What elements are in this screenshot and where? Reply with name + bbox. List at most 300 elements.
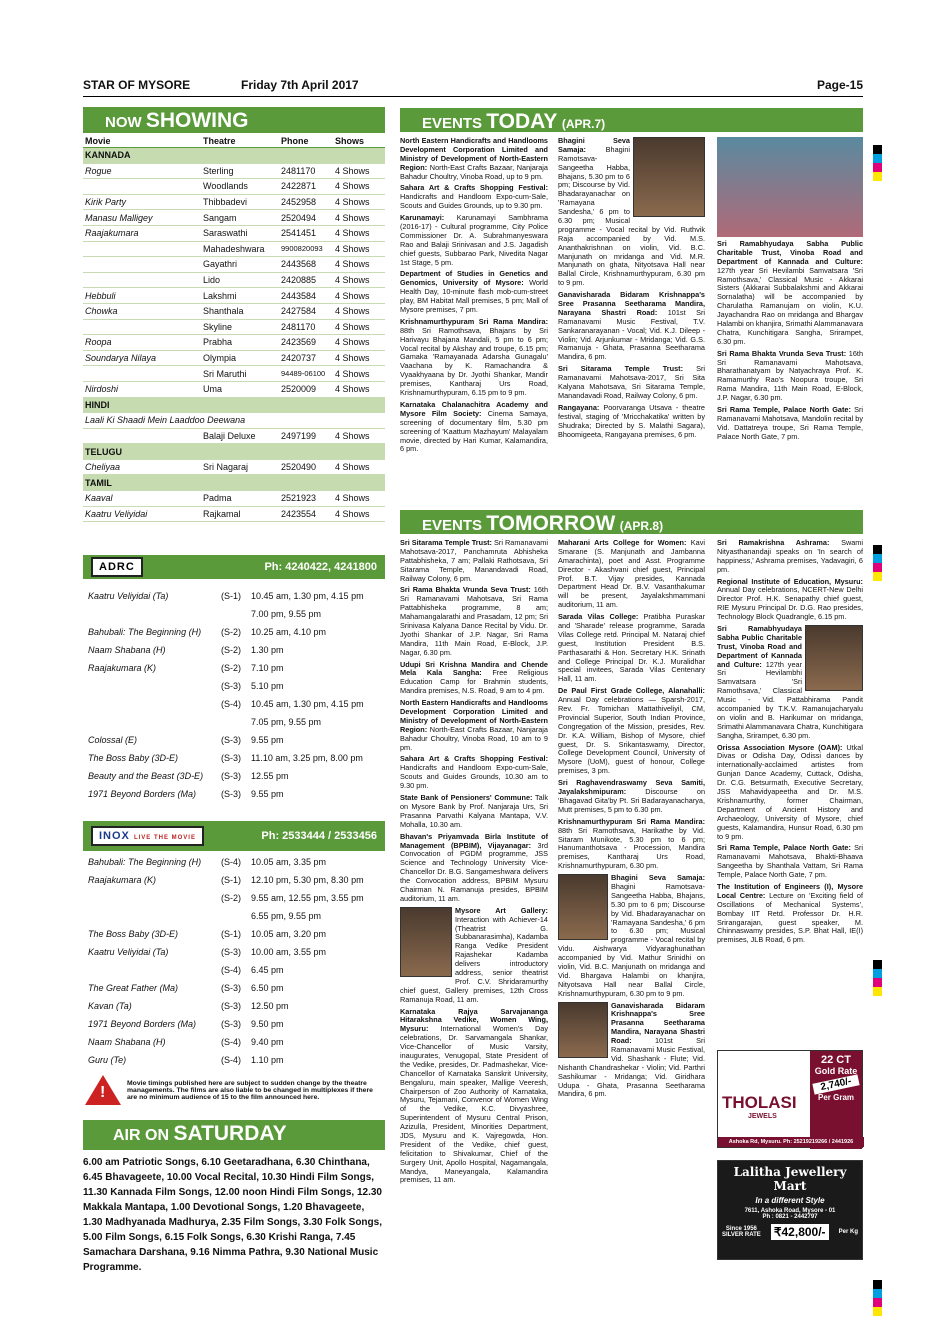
screen-number: (S-3) xyxy=(221,1019,241,1029)
event-organiser: Sahara Art & Crafts Shopping Festival: xyxy=(400,754,548,764)
movie-row xyxy=(83,429,385,445)
inox-bar xyxy=(83,821,385,851)
movie-row xyxy=(83,366,385,382)
screen-number: (S-2) xyxy=(221,663,241,673)
event-details: North-East Crafts Bazaar, Nanjaraja Bahadur Choultry, Vinoba Road, 10 am to 9 pm. xyxy=(400,724,548,752)
event-details: Sri Ramanavami Mahotsava, Mandolin recital by Vid. Dattatreya troupe, Sri Rama Temple, Palace North Gate, 7 pm. xyxy=(717,405,863,441)
event-details: North-East Crafts Bazaar, Nanjaraja Bahadur Choultry, Vinoba Road, up to 9 pm. xyxy=(400,162,548,181)
event-item xyxy=(400,184,548,211)
language-label: TAMIL xyxy=(85,477,112,488)
event-item xyxy=(558,613,705,684)
theatre-phone: 2497199 xyxy=(281,430,317,441)
event-details: Sri Ramanavami Mahotsava-2017, Panchamruta Abhisheka Pattabhisheka, 7 am; Pallaki Rathotsava, Sri Sitarama Temple, Manandavadi Road, Railway Colony, 6 pm. xyxy=(400,539,548,583)
screen-number: (S-3) xyxy=(221,735,241,745)
event-item xyxy=(717,744,863,842)
theatre-name: Balaji Deluxe xyxy=(203,430,256,441)
event-organiser: Sahara Art & Crafts Shopping Festival: xyxy=(400,183,548,193)
event-details: 3rd Convocation of PGDM programme, JSS Science and Technology University Vice-Chancellor Dr. B.G. Sangameshwara delivers the Convocation address, BPBIM Mysuru Chairman N. Ramanuja presides, BPBIM auditorium, 11 am. xyxy=(400,840,548,903)
event-details: International Women's Day celebrations, Dr. Sarvamangala Shankar, Vice-Chancellor of Music Varsity, inaugurates, Venugopal, State President of the Vedike, presides, Dr. Padmashekar, Vice-Chancellor of Karnataka Sanskrit University, Bengaluru, main speaker, Mallige Veeresh, Chairperson of Zoo Authority of Karnataka, Mysuru, Tejamani, Convenor of Women Wing of the Vedike, K.C. Divyashree, Superintendent of Mysuru Central Prison, Azizulla, President, Minorities Department, JDS, Mysuru and K. Vajregowda, Hon. President of the Vedike, chief guest, felicitation to Shivakumar, Chief of the Surgery Unit, Apollo Hospital, Nagamangala, Mandya, Maneyangala, Kalamandira premises, 11 am. xyxy=(400,1024,548,1185)
event-details: Swami Nityasthanandaji speaks on 'In search of happiness,' Ashrama premises, Yadavagiri, 6 pm. xyxy=(717,539,863,574)
movie-title: Chowka xyxy=(85,306,118,317)
event-details: 88th Sri Ramothsava, Harikathe by Vid. Sitaram Munikote, 5.30 pm to 6 pm; Hanumanthotsava - Procession, Mandira premises, Kantharaj Urs Road, Krishnamurthypuram, 6.30 pm. xyxy=(558,825,705,871)
events-today-col3 xyxy=(717,137,863,499)
theatre-name: Prabha xyxy=(203,337,233,348)
theatre-name: Lakshmi xyxy=(203,290,237,301)
show-count: 4 Shows xyxy=(335,197,370,208)
event-organiser: Rangayana: xyxy=(558,402,600,412)
warning-icon: ! xyxy=(85,1075,121,1105)
theatre-phone: 2427584 xyxy=(281,306,317,317)
event-item xyxy=(400,539,548,583)
event-organiser: Bhavan's Priyamvada Birla Institute of Management (BPBIM), Vijayanagar: xyxy=(400,831,548,850)
movie-title: Raajakumara xyxy=(85,228,139,239)
schedule-row xyxy=(83,731,385,749)
event-item xyxy=(558,539,705,610)
schedule-row xyxy=(83,943,385,961)
screen-number: (S-3) xyxy=(221,947,241,957)
movie-row xyxy=(83,304,385,320)
movie-row xyxy=(83,460,385,476)
show-times: 10.05 am, 3.20 pm xyxy=(251,929,327,939)
show-count: 4 Shows xyxy=(335,368,370,379)
issue-date: Friday 7th April 2017 xyxy=(241,78,359,92)
show-times: 7.10 pm xyxy=(251,663,284,673)
event-organiser: North Eastern Handicrafts and Handlooms Development Corporation Limited and Ministry of Development of North-Eastern Region: xyxy=(400,137,548,172)
inox-phone: Ph: 2533444 / 2533456 xyxy=(261,830,377,842)
theatre-name: Olympia xyxy=(203,353,237,364)
event-details: Annual Day celebrations, NCERT-New Delhi Director Prof. H.K. Senapathy chief guest, RIE Mysuru Principal Dr. D.G. Rao presides, Technology Block Quadrangle, 6.15 pm. xyxy=(717,585,863,622)
show-times: 11.10 am, 3.25 pm, 8.00 pm xyxy=(251,753,363,763)
event-details: 16th Sri Ramanavami Mahotsava, Sri Rama Pattabhisheka programme, 8 am; Mahamangalarathi and Prasadam, 12 pm; Sri Srinivasa Kalyana Dance Recital by Vidu. Dr. Jyothi Shankar of J.P. Nagar, Sri Rama Mandira, 11th Main Road, E-Block, J.P. Nagar, 6.30 pm. xyxy=(400,585,548,657)
show-times: 7.05 pm, 9.55 pm xyxy=(251,717,322,727)
event-details: Discourse on 'Bhagavad Gita'by Pt. Sri Badarayanacharya, Mutt premises, 5 pm to 6.30 pm. xyxy=(558,787,705,814)
inox-schedule xyxy=(83,853,385,1069)
event-organiser: Sri Sitarama Temple Trust: xyxy=(400,539,492,547)
event-item xyxy=(400,214,548,267)
event-organiser: Sri Rama Temple, Palace North Gate: xyxy=(717,405,851,415)
movie-row xyxy=(83,179,385,195)
tholasi-ad[interactable]: 22 CT Gold Rate 2,740/- Per Gram THOLASI JEWELS Ashoka Rd, Mysuru. Ph: 25219219266 / 2441926 xyxy=(717,1050,863,1148)
event-item xyxy=(400,401,548,454)
schedule-row xyxy=(83,605,385,623)
screen-number: (S-4) xyxy=(221,857,241,867)
show-count: 4 Shows xyxy=(335,275,370,286)
adrc-section xyxy=(83,549,385,803)
movie-row xyxy=(83,242,385,258)
event-organiser: Maharani Arts College for Women: xyxy=(558,539,687,547)
movie-title: Nirdoshi xyxy=(85,384,119,395)
event-details: 101st Sri Ramanavami Music Festival, T.V. Sankaranarayanan - Vocal; Vid. K.J. Dileep - Violin; Vid. Arjunkumar - Mridanga; Vid. G.S. Ramanuja - Ghata, Prasanna Seetharama Mandira, 6 pm. xyxy=(558,307,705,362)
adrc-schedule xyxy=(83,587,385,803)
movie-title: The Great Father (Ma) xyxy=(88,983,179,993)
now-showing-header: NOW SHOWING xyxy=(83,107,385,133)
event-details: Cinema Samaya, screening of documentary film, 5.30 pm screening of 'Kaattum Mazhayum' Malayalam movie, directed by Hari Kumar, Kalamandira, 6 pm. xyxy=(400,408,548,454)
event-organiser: De Paul First Grade College, Alanahalli: xyxy=(558,686,705,696)
language-label: HINDI xyxy=(85,399,110,410)
show-times: 10.05 am, 3.35 pm xyxy=(251,857,327,867)
event-details: 101st Sri Ramanavami Music Festival, Vid. Shashank - Flute; Vid. Nishanth Chandrashekar - Violin; Vid. Parthri Sashikumar - Mridanga; Vid. Giridhara Udupa - Ghata, Prasanna Seetharama Mandira, 6 pm. xyxy=(558,1036,705,1099)
event-organiser: Sri Ramabhyudaya Sabha Public Charitable Trust, Vinoba Road and Department of Kannada and Culture: xyxy=(717,624,802,669)
event-organiser: Sri Sitarama Temple Trust: xyxy=(558,364,684,374)
air-schedule: 6.00 am Patriotic Songs, 6.10 Geetaradhana, 6.30 Chinthana, 6.45 Bhavageete, 10.00 Vocal Recital, 10.30 Hindi Film Songs, 11.30 Kannada Film Songs, 12.00 noon Hindi Film Songs, 12.30 Makkala Mantapa, 1.00 Devotional Songs, 1.20 Bhavageete, 1.30 Madhyanada Madhurya, 2.35 Film Songs, 3.30 Folk Songs, 5.00 Film Songs, 6.15 Folk Songs, 6.30 Krishi Ranga, 7.45 Samachara Darshana, 9.16 Nimma Pathra, 9.30 National Music Programme. xyxy=(83,1157,382,1273)
movie-row xyxy=(83,195,385,211)
movie-row xyxy=(83,382,385,398)
theatre-name: Saraswathi xyxy=(203,228,248,239)
schedule-row xyxy=(83,997,385,1015)
language-heading xyxy=(83,148,385,164)
event-item xyxy=(558,818,705,871)
show-count: 4 Shows xyxy=(335,384,370,395)
event-details: Karunamayi Sambhrama (2016-17) - Cultural programme, City Police Commissioner Dr. A. Subrahmanyeswara Rao and Balaji Srinivasan and J.S. Jagadish chief guests, Subbarao Park, Nivedita Nagar 1st Stage, 5 pm. xyxy=(400,213,548,267)
theatre-phone: 94489-06100 xyxy=(281,369,326,379)
movie-row xyxy=(83,507,385,523)
schedule-row xyxy=(83,695,385,713)
screen-number: (S-2) xyxy=(221,627,241,637)
theatre-phone: 2422871 xyxy=(281,181,317,192)
event-item xyxy=(558,365,705,401)
show-times: 12.55 pm xyxy=(251,771,289,781)
screen-number: (S-4) xyxy=(221,965,241,975)
table-header: Movie Theatre Phone Shows xyxy=(83,135,385,148)
show-count: 4 Shows xyxy=(335,243,370,254)
theatre-phone: 2520490 xyxy=(281,462,317,473)
event-details: Handicrafts and Handloom Expo-cum-Sale, Scouts and Guides Grounds, 10.30 am to 9.30 pm. xyxy=(400,763,548,791)
event-item xyxy=(717,240,863,347)
event-details: Sri Ramanavami Mahotsava-2017, Sri Sita Kalyana Mahotsava, Sri Sitarama Temple, Manandavadi Road, Railway Colony, 6 pm. xyxy=(558,364,705,400)
event-organiser: Sri Raghavendraswamy Seva Samiti, Jayalakshmipuram: xyxy=(558,778,705,797)
show-count: 4 Shows xyxy=(335,508,370,519)
events-today-col2 xyxy=(558,137,705,499)
air-header: AIR ON SATURDAY xyxy=(83,1120,385,1150)
event-item xyxy=(400,137,548,181)
event-organiser: Department of Studies in Genetics and Genomics, University of Mysore: xyxy=(400,269,548,288)
event-item xyxy=(400,586,548,657)
event-details: Kavi Smarane (S. Manjunath and Jambanna Amarachinta), poet and Asst. Programme Director - Akashvani chief guest, Principal Prof. B.T. Vijay presides, Kannada Department Head Dr. B.V. Vasanthakumar will be present, Jayalakshmammani auditorium, 11 am. xyxy=(558,539,705,610)
theatre-phone: 9900820093 xyxy=(281,244,323,254)
event-organiser: State Bank of Pensioners' Commune: xyxy=(400,793,533,803)
movie-title: Bahubali: The Beginning (H) xyxy=(88,627,202,637)
movie-row xyxy=(83,413,385,429)
event-details: Sri Ramanavami Mahotsava, Bhakti-Bhaava Sangeetha by Shanthala Vattam, Sri Rama Temple, Palace North Gate, 7 pm. xyxy=(717,843,863,880)
show-times: 9.55 pm xyxy=(251,789,284,799)
screen-number: (S-2) xyxy=(221,645,241,655)
page-number: Page-15 xyxy=(816,78,863,92)
show-times: 12.50 pm xyxy=(251,1001,289,1011)
event-details: 127th year Sri Hevilambi Samvatsara 'Sri Ramothsava,' Classical Music - Akkarai Sisters (Akkarai Subbalakshmi and Akkarai Sornalatha) will be accompanied by Charulatha Ramanujam on violin, K.U. Jayachandra Rao on mridanga and Bhargav Halambi on khanjira, Srimathi Alammanavara Chatra, Kunchitigara Sangha, Srirampet, 6.30 pm. xyxy=(717,265,863,346)
screen-number: (S-3) xyxy=(221,771,241,781)
event-item xyxy=(400,755,548,791)
event-details: 127th year Sri Hevilambhi Samvatsara 'Sri Ramothsava,' Classical Music - Vid. Pattabhirama Pandit accompanied by T.K.V. Ramanujacharyalu on violin and B. Harikumar on mridanga, Srimathi Alammanavara Chatra, Kunchitigara Sangha, Srirampet, 6.30 pm. xyxy=(717,659,863,740)
event-details: 88th Sri Ramothsava, Bhajans by Sri Harivayu Bhajana Mandali, 5 pm to 6 pm; Vocal recital by Akshay and troupe, 6.15 pm; Gamaka 'Ramayanada Adarsha Gunagalu' Vaachana by K. Ramachandra & Vyaakhyaana by Dr. Jyothi Shankar, Mandir premises, Kantharaj Urs Road, Krishnamurthypuram, 6.15 pm to 9 pm. xyxy=(400,325,548,398)
show-times: 9.50 pm xyxy=(251,1019,284,1029)
show-count: 4 Shows xyxy=(335,353,370,364)
event-organiser: Sri Ramabhyudaya Sabha Public Charitable Trust, Vinoba Road and Department of Kannada and Culture: xyxy=(717,239,863,266)
show-count: 4 Shows xyxy=(335,228,370,239)
registration-marks xyxy=(873,960,882,996)
tholasi-name: THOLASI xyxy=(722,1093,797,1112)
schedule-row xyxy=(83,871,385,889)
event-item xyxy=(717,406,863,442)
event-item xyxy=(717,844,863,880)
event-organiser: Udupi Sri Krishna Mandira and Chende Mela Kala Sangha: xyxy=(400,659,548,678)
show-times: 9.40 pm xyxy=(251,1037,284,1047)
adrc-logo: ADRC xyxy=(91,557,143,577)
events-tomorrow-col2 xyxy=(558,539,705,1261)
screen-number: (S-3) xyxy=(221,753,241,763)
event-details: 16th Sri Ramanavami Mahotsava, Bharathanatyam by Natyachraya Prof. K. Ramamurthy Rao's Noopura troupe, Sri Rama Mandira, 11th Main Road, E-Block, J.P. Nagar, 6.30 pm. xyxy=(717,348,863,403)
movie-title: Naam Shabana (H) xyxy=(88,645,166,655)
theatre-name: Thibbadevi xyxy=(203,197,248,208)
event-organiser: Orissa Association Mysore (OAM): xyxy=(717,742,843,752)
event-details: Poorvaranga Utsava - theatre festival, staging of 'Mricchakatika' written by Shudraka; Directed by S. Malathi Sagara), Bhoomigeeta, Rangayana premises, 6 pm. xyxy=(558,402,705,439)
movie-title: Kirik Party xyxy=(85,197,127,208)
schedule-row xyxy=(83,961,385,979)
lalitha-ad[interactable]: Lalitha Jewellery Mart In a different Style 7611, Ashoka Road, Mysore - 01 Ph : 0821 - 2442797 Since 1956 SILVER RATE ₹42,800/- Per Kg xyxy=(717,1160,863,1260)
event-details: Bhagini Ramotsava-Sangeetha Habba, Bhajans, 5.30 pm to 6 pm; Discourse by Vid. Bhadarayanachar on 'Ramayana Sandesha,' 6 pm to 6.30 pm; Musical programme - Vocal recital by Vidu. Aishwarya Vidyaraghunathan accompanied by Vid. Mathur Srinidhi on violin, Vid. B.C. Manjunath on mridanga and Vid. Bhargava Halambi on khanjira, Nityotsava Hall near Ballal Circle, Krishnamurthypuram, 6.30 pm to 9 pm. xyxy=(558,881,705,998)
movie-title: The Boss Baby (3D-E) xyxy=(88,753,179,763)
event-item xyxy=(400,270,548,314)
now-showing-table xyxy=(83,135,385,522)
theatre-name: Padma xyxy=(203,493,232,504)
event-organiser: Karnataka Rajya Sarvajananga Hitarakshna Vedike, Women Wing, Mysuru: xyxy=(400,1006,548,1034)
theatre-name: Skyline xyxy=(203,321,233,332)
theatre-phone: 2423569 xyxy=(281,337,317,348)
event-organiser: The Institution of Engineers (I), Mysore Local Centre: xyxy=(717,881,863,900)
page-header xyxy=(83,78,863,98)
schedule-row xyxy=(83,979,385,997)
event-organiser: Krishnamurthypuram Sri Rama Mandira: xyxy=(400,316,548,326)
theatre-phone: 2452958 xyxy=(281,197,317,208)
movie-title: Kaatru Veliyidai (Ta) xyxy=(88,947,169,957)
show-count: 4 Shows xyxy=(335,321,370,332)
show-times: 9.55 am, 12.55 pm, 3.55 pm xyxy=(251,893,364,903)
language-heading xyxy=(83,398,385,414)
event-organiser: Ganavisharada Bidaram Krishnappa's Sree Prasanna Seetharama Mandira, Narayana Shastri Road: xyxy=(611,1000,705,1046)
event-item xyxy=(400,318,548,398)
movie-row xyxy=(83,351,385,367)
theatre-name: Sterling xyxy=(203,165,234,176)
schedule-row xyxy=(83,713,385,731)
event-details: Talk on Mysore Bank by Prof. Nanjaraja Urs, Sri Prasanna Parvathi Kalyana Mantapa, V.V. Mohalla, 10.30 am. xyxy=(400,793,548,829)
movie-title: Laali Ki Shaadi Mein Laaddoo Deewana xyxy=(85,415,246,426)
adrc-bar xyxy=(83,555,385,579)
schedule-row xyxy=(83,587,385,605)
event-organiser: Sri Rama Temple, Palace North Gate: xyxy=(717,843,851,853)
movie-title: Naam Shabana (H) xyxy=(88,1037,166,1047)
movie-title: Raajakumara (K) xyxy=(88,663,157,673)
schedule-row xyxy=(83,641,385,659)
event-details: Interaction with Achiever-14 (Theatrist G. Subbanarasimha), Kadamba Ranga Vedike President Rajashekar Kadamba delivers introductory address, senior theatrist Prof. C.V. Shridaramurthy chief guest, Gallery premises, 12th Cross Ramanuja Road, 11 am. xyxy=(400,914,548,1004)
screen-number: (S-3) xyxy=(221,983,241,993)
schedule-row xyxy=(83,1051,385,1069)
events-today-col1 xyxy=(400,137,548,499)
show-count: 4 Shows xyxy=(335,165,370,176)
event-organiser: Sri Rama Bhakta Vrunda Seva Trust: xyxy=(717,348,847,358)
movie-title: 1971 Beyond Borders (Ma) xyxy=(88,1019,197,1029)
registration-marks xyxy=(873,145,882,181)
show-times: 6.45 pm xyxy=(251,965,284,975)
adrc-phone: Ph: 4240422, 4241800 xyxy=(264,561,377,573)
air-section xyxy=(83,1120,385,1275)
screen-number: (S-3) xyxy=(221,681,241,691)
movie-title: Raajakumara (K) xyxy=(88,875,157,885)
movie-row xyxy=(83,164,385,180)
show-times: 1.30 pm xyxy=(251,645,284,655)
movie-row xyxy=(83,226,385,242)
vocalist-photo xyxy=(558,874,608,940)
movie-title: Bahubali: The Beginning (H) xyxy=(88,857,202,867)
schedule-row xyxy=(83,889,385,907)
event-organiser: Bhagini Seva Samaja: xyxy=(558,137,630,154)
event-details: Free Religious Education Camp for Brahmin students, Mandira premises, N.S. Road, 9 am to 4 pm. xyxy=(400,668,548,696)
schedule-row xyxy=(83,853,385,871)
theatre-phone: 2443584 xyxy=(281,290,317,301)
event-details: Lecture on 'Exciting field of Oscillations of Mechanical Systems', Bombay IIT Retd. Professor Dr. H.R. Srirangarajan, guest speaker, M. Chinnaswamy presides, S.P. Bhat Hall, IE(I) premises, JLB Road, 6 pm. xyxy=(717,890,863,945)
movie-row xyxy=(83,210,385,226)
theatre-phone: 2423554 xyxy=(281,508,317,519)
show-times: 12.10 pm, 5.30 pm, 8.30 pm xyxy=(251,875,364,885)
show-times: 10.45 am, 1.30 pm, 4.15 pm xyxy=(251,591,364,601)
show-times: 1.10 pm xyxy=(251,1055,284,1065)
paper-name: STAR OF MYSORE xyxy=(83,78,191,92)
movie-row xyxy=(83,257,385,273)
theatre-phone: 2520009 xyxy=(281,384,317,395)
inox-section xyxy=(83,815,385,1069)
event-item xyxy=(717,578,863,622)
theatre-name: Rajkamal xyxy=(203,508,241,519)
akkarai-sisters-photo xyxy=(717,137,863,237)
musician-photo xyxy=(633,137,705,217)
theatre-phone: 2520494 xyxy=(281,212,317,223)
show-count: 4 Shows xyxy=(335,290,370,301)
theatre-name: Shanthala xyxy=(203,306,244,317)
theatre-name: Mahadeshwara xyxy=(203,243,265,254)
show-count: 4 Shows xyxy=(335,181,370,192)
show-times: 7.00 pm, 9.55 pm xyxy=(251,609,322,619)
language-heading xyxy=(83,475,385,491)
movie-title: Kaaval xyxy=(85,493,113,504)
schedule-row xyxy=(83,907,385,925)
movie-title: Hebbuli xyxy=(85,290,116,301)
timings-warning: ! Movie timings published here are subject to sudden change by the theatre managements. The films are also liable to be changed in multiplexes if there are no minimum audience of 15 to the film announced here. xyxy=(83,1073,385,1107)
show-count: 4 Shows xyxy=(335,493,370,504)
movie-title: Kaatru Veliyidai (Ta) xyxy=(88,591,169,601)
theatre-phone: 2481170 xyxy=(281,321,316,332)
movie-row xyxy=(83,320,385,336)
registration-marks xyxy=(873,545,882,581)
theatre-phone: 2541451 xyxy=(281,228,317,239)
event-organiser: Mysore Art Gallery: xyxy=(455,905,548,915)
theatre-name: Sangam xyxy=(203,212,237,223)
event-item xyxy=(400,833,548,904)
movie-title: 1971 Beyond Borders (Ma) xyxy=(88,789,197,799)
show-times: 5.10 pm xyxy=(251,681,284,691)
event-item xyxy=(400,699,548,752)
movie-title: Roopa xyxy=(85,337,112,348)
schedule-row xyxy=(83,623,385,641)
event-item xyxy=(400,1008,548,1186)
header-rule xyxy=(83,96,863,97)
schedule-row xyxy=(83,785,385,803)
event-details: Handicrafts and Handloom Expo-cum-Sale, Scouts and Guides Grounds, up to 9.30 pm. xyxy=(400,192,548,211)
theatre-phone: 2420885 xyxy=(281,275,317,286)
show-times: 9.55 pm xyxy=(251,735,284,745)
event-details: Annual Day celebrations — Sparsh-2017, Rev. Fr. Tomichan Mattathiveliyil, CM, Provincial Superior, South Indian Province, Congregation of the Mission, presides, Rev. Dr. K.A. William, Bishop of Mysore, chief guest, Dr. S. Srikantaswamy, Director, College Development Council, University of Mysore (UoM), guest of honour, College premises, 3 pm. xyxy=(558,695,705,776)
schedule-row xyxy=(83,925,385,943)
language-heading xyxy=(83,444,385,460)
events-tomorrow-col3 xyxy=(717,539,863,1039)
singer-photo xyxy=(805,625,863,691)
event-details: Utkal Divas or Odisha Day, Odissi dances by internationally-acclaimed artistes from Gunjan Dance Academy, Cuttack, Odisha, Dr. C.G. Betsurmath, Executive Secretary, JSS Mahavidyapeetha and Dr. M.S. Krishnamurthy, former Chairman, Department of Ancient History and Archaeology, University of Mysore, chief guests, Kalamandira, Hunsur Road, 6.30 pm to 9 pm. xyxy=(717,742,863,841)
inox-logo: INOX LIVE THE MOVIE xyxy=(91,826,204,846)
events-tomorrow-header: EVENTS TOMORROW (APR.8) xyxy=(400,510,863,534)
movie-row xyxy=(83,273,385,289)
theatre-name: Sri Nagaraj xyxy=(203,462,249,473)
event-details: Bhagini Ramotsava-Sangeetha Habba, Bhajans, 5.30 pm to 6 pm; Discourse by Vid. Bhadarayanachar on 'Ramayana Sandesha,' 6 pm to 6.30 pm; Musical programme - Vocal recital by Vid. Ruthvik Raja accompanied by Vid. M.S. Ananthakrishnan on violin, Vid. B.C. Manjunath on mridanga and Vid. M.R. Manjunath on ghata, Nityotsava Hall near Ballal Circle, Krishnamurthypuram, 6.30 pm to 9 pm. xyxy=(558,144,705,288)
event-item xyxy=(400,794,548,830)
event-organiser: Sri Rama Bhakta Vrunda Seva Trust: xyxy=(400,585,531,595)
show-times: 6.55 pm, 9.55 pm xyxy=(251,911,322,921)
screen-number: (S-1) xyxy=(221,929,241,939)
event-item xyxy=(558,404,705,440)
show-times: 10.25 am, 4.10 pm xyxy=(251,627,327,637)
event-details: Pratibha Puraskar and 'Sharade' release programme, Sarada Vilas College retd. Principal M. Nataraj chief guest, Institution President B.S. Parthasarathi & Hon. Secretary H.K. Srinath and College Principal Dr. K.J. Muralidhar special invitees, Sarada Vilas Centenary Hall, 11 am. xyxy=(558,612,705,684)
movie-row xyxy=(83,491,385,507)
event-organiser: Karunamayi: xyxy=(400,213,445,223)
movie-title: Cheliyaa xyxy=(85,462,121,473)
movie-title: Colossal (E) xyxy=(88,735,138,745)
show-count: 4 Shows xyxy=(335,337,370,348)
screen-number: (S-2) xyxy=(221,893,241,903)
theatre-name: Woodlands xyxy=(203,181,248,192)
event-organiser: Bhagini Seva Samaja: xyxy=(611,873,705,883)
event-item xyxy=(400,661,548,697)
screen-number: (S-1) xyxy=(221,591,241,601)
theatre-name: Uma xyxy=(203,384,223,395)
movie-title: Manasu Malligey xyxy=(85,212,153,223)
movie-row xyxy=(83,288,385,304)
movie-title: Kaatru Veliyidai xyxy=(85,508,148,519)
event-organiser: Ganavisharada Bidaram Krishnappa's Sree Prasanna Seetharama Mandira, Narayana Shastri Road: xyxy=(558,290,705,317)
event-organiser: Sri Ramakrishna Ashrama: xyxy=(717,539,830,547)
show-count: 4 Shows xyxy=(335,430,370,441)
event-item xyxy=(717,539,863,575)
movie-title: Guru (Te) xyxy=(88,1055,127,1065)
movie-title: Kavan (Ta) xyxy=(88,1001,132,1011)
event-organiser: North Eastern Handicrafts and Handlooms Development Corporation Limited and Ministry of Development of North-Eastern Region: xyxy=(400,698,548,734)
theatre-phone: 2521923 xyxy=(281,493,317,504)
event-details: World Health Day, 10-minute flash mob-cum-street play, BM Habitat Mall premises, 5 pm; Mall of Mysore premises, 7 pm. xyxy=(400,278,548,315)
show-times: 10.00 am, 3.55 pm xyxy=(251,947,327,957)
schedule-row xyxy=(83,749,385,767)
flautist-photo xyxy=(558,1002,608,1058)
show-count: 4 Shows xyxy=(335,259,370,270)
theatre-phone: 2420737 xyxy=(281,353,317,364)
theatre-name: Lido xyxy=(203,275,221,286)
theatre-name: Sri Maruthi xyxy=(203,368,247,379)
screen-number: (S-3) xyxy=(221,789,241,799)
screen-number: (S-1) xyxy=(221,875,241,885)
language-label: KANNADA xyxy=(85,150,131,161)
movie-title: The Boss Baby (3D-E) xyxy=(88,929,179,939)
event-organiser: Regional Institute of Education, Mysuru: xyxy=(717,576,863,586)
event-item xyxy=(558,291,705,362)
screen-number: (S-4) xyxy=(221,1037,241,1047)
event-item xyxy=(558,687,705,776)
event-item xyxy=(717,883,863,945)
schedule-row xyxy=(83,677,385,695)
show-times: 6.50 pm xyxy=(251,983,284,993)
